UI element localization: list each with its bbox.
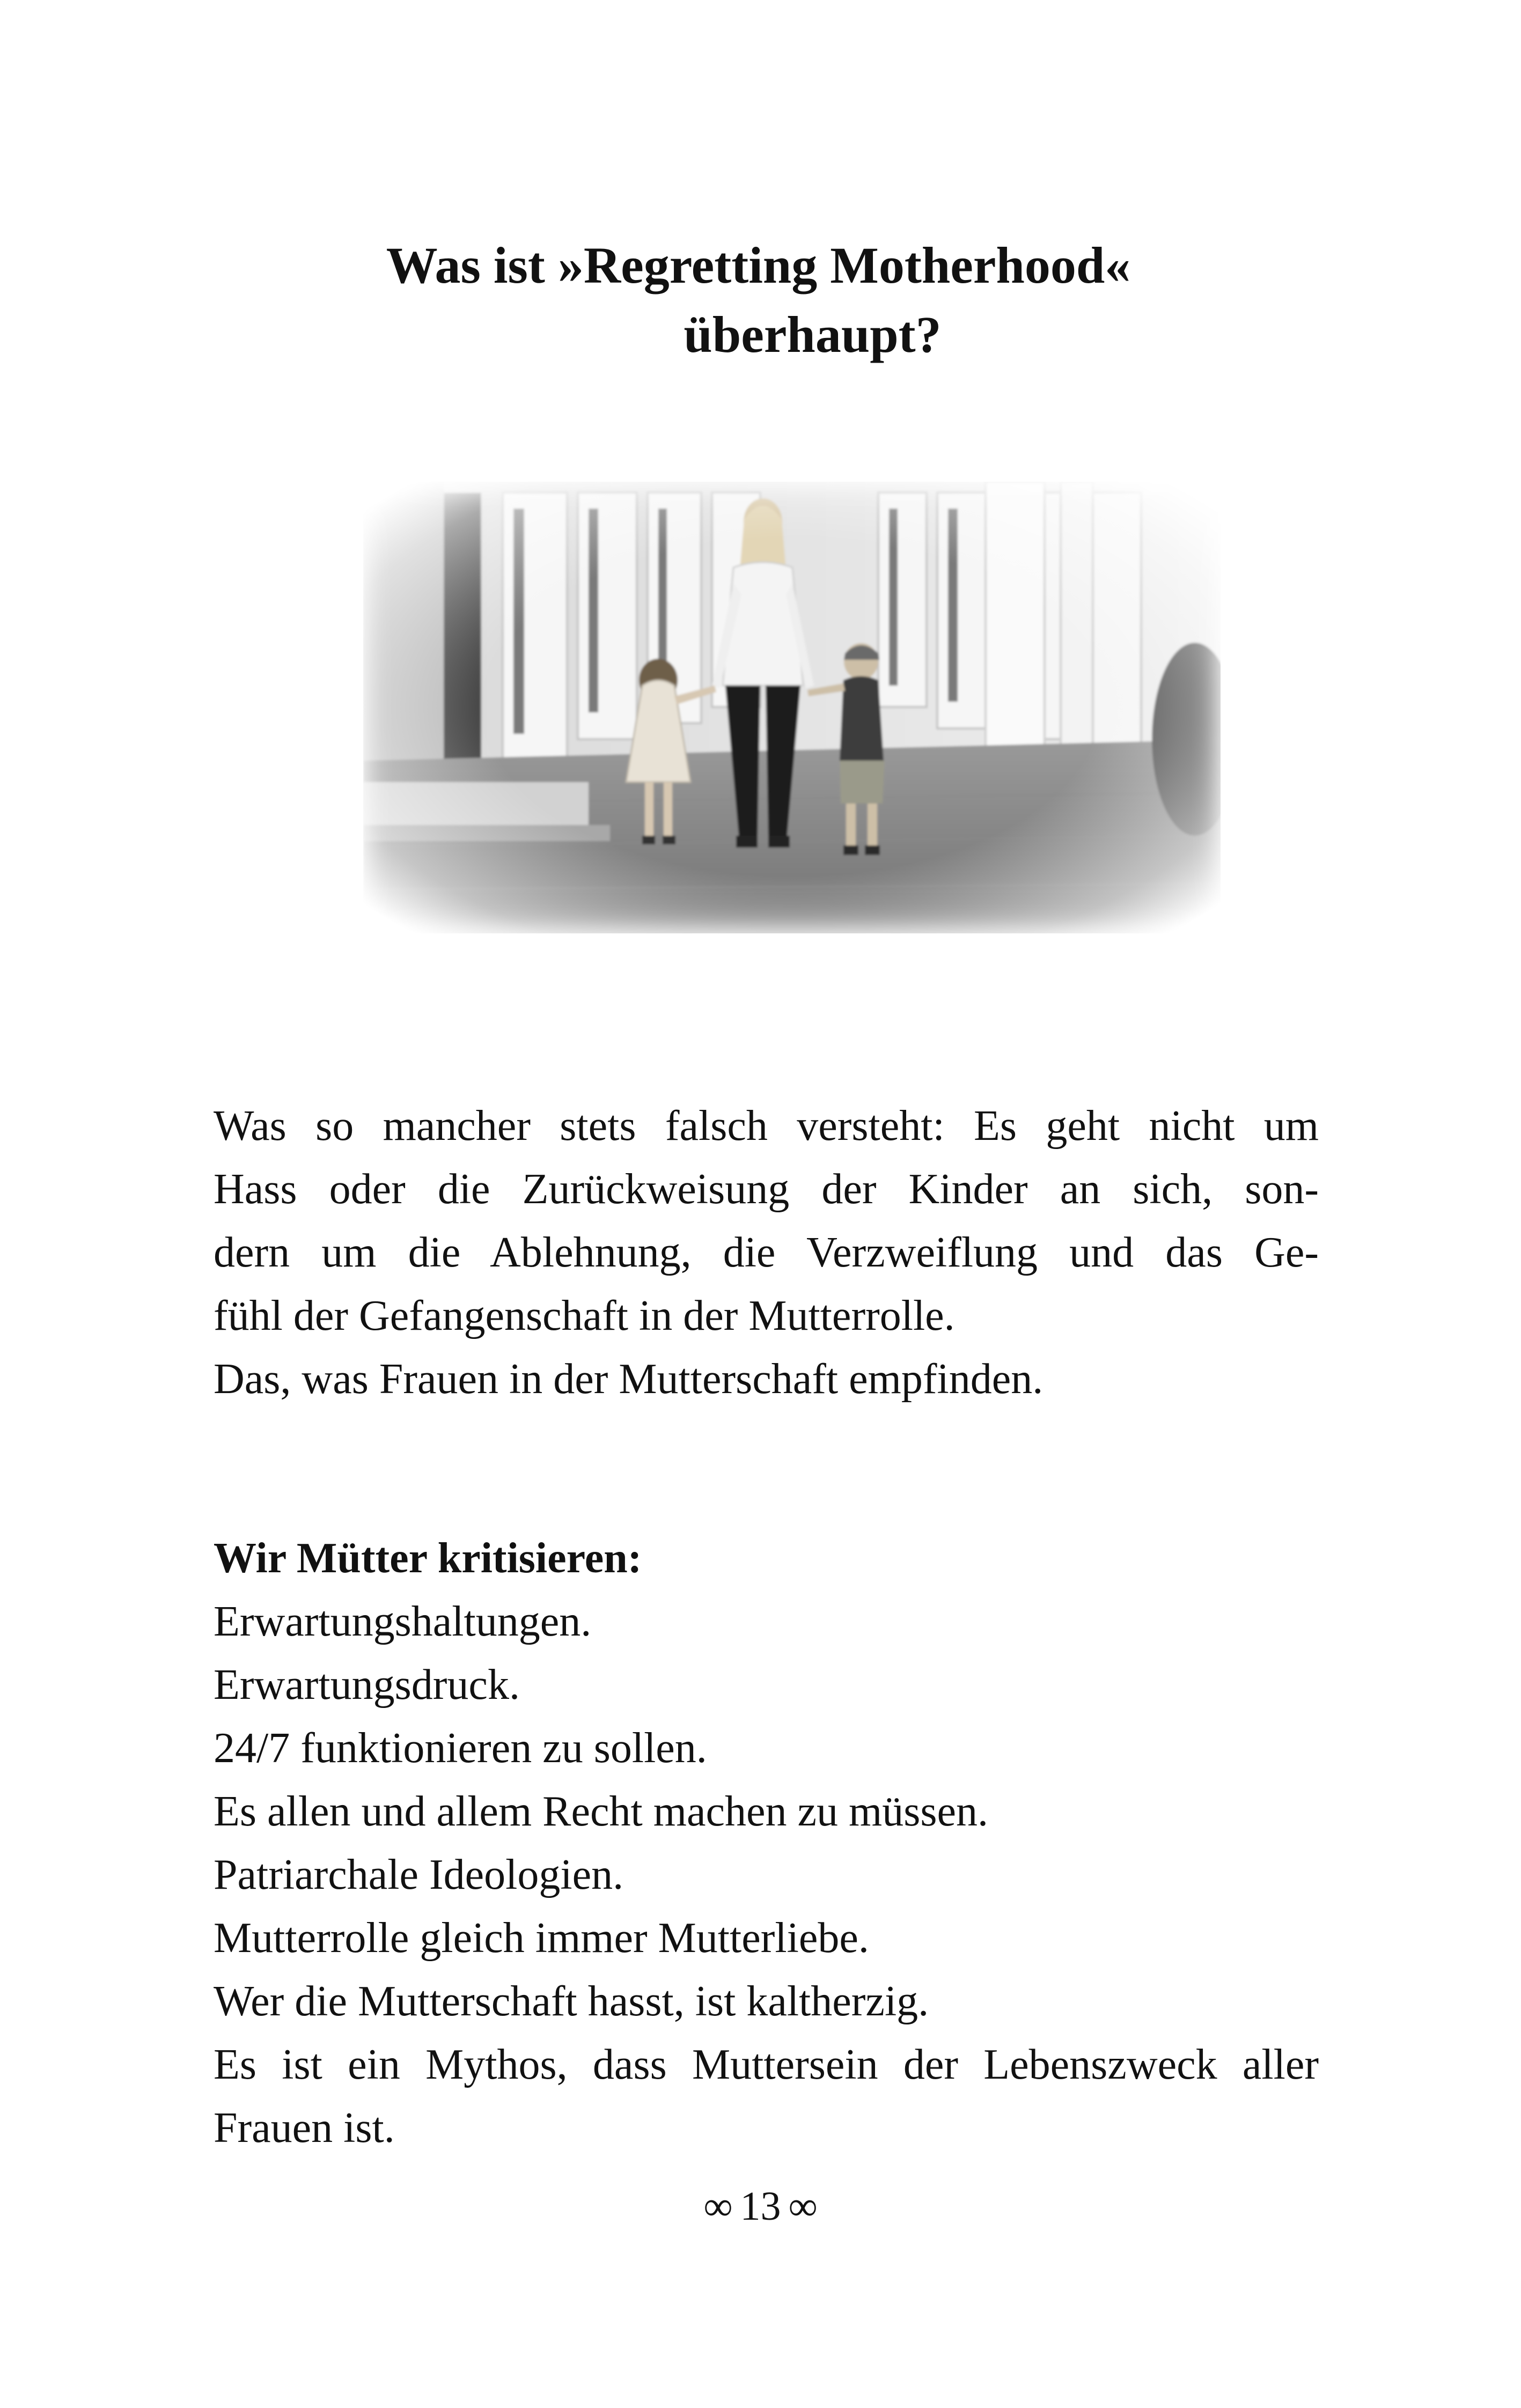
paragraph-line: Was so mancher stets falsch versteht: Es geht nicht um — [214, 1102, 1319, 1150]
list-item: Frauen ist. — [214, 2104, 395, 2152]
chapter-title-line-2: überhaupt? — [684, 306, 942, 363]
list-heading: Wir Mütter kritisieren: — [214, 1535, 642, 1582]
list-item: Patriarchale Ideologien. — [214, 1851, 624, 1898]
paragraph-line: fühl der Gefangenschaft in der Mutterrolle. — [214, 1292, 955, 1339]
list-item: Es allen und allem Recht machen zu müssen. — [214, 1788, 989, 1835]
list-item: Es ist ein Mythos, dass Muttersein der Lebenszweck aller — [214, 2041, 1319, 2088]
paragraph-line: Das, was Frauen in der Mutterschaft empfinden. — [214, 1356, 1044, 1403]
criticism-list — [214, 1527, 1319, 2160]
infinity-right-icon: ∞ — [788, 2184, 818, 2229]
photo-mother-with-two-children-walking-icon — [342, 460, 1242, 955]
infinity-left-icon: ∞ — [703, 2184, 733, 2229]
page-footer — [0, 2186, 1521, 2227]
list-item: Erwartungshaltungen. — [214, 1598, 592, 1645]
list-item: 24/7 funktionieren zu sollen. — [214, 1725, 707, 1772]
intro-paragraph — [214, 1094, 1319, 1411]
chapter-photo — [342, 460, 1242, 955]
page-number: 13 — [740, 2184, 781, 2229]
list-item: Erwartungsdruck. — [214, 1661, 520, 1709]
paragraph-line: Hass oder die Zurückweisung der Kinder an sich, son- — [214, 1166, 1319, 1213]
list-item: Wer die Mutterschaft hasst, ist kaltherzig. — [214, 1978, 929, 2025]
chapter-title-line-1: Was ist »Regretting Motherhood« — [386, 237, 1131, 294]
paragraph-line: dern um die Ablehnung, die Verzweiflung und das Ge- — [214, 1229, 1319, 1276]
list-item: Mutterrolle gleich immer Mutterliebe. — [214, 1914, 869, 1962]
